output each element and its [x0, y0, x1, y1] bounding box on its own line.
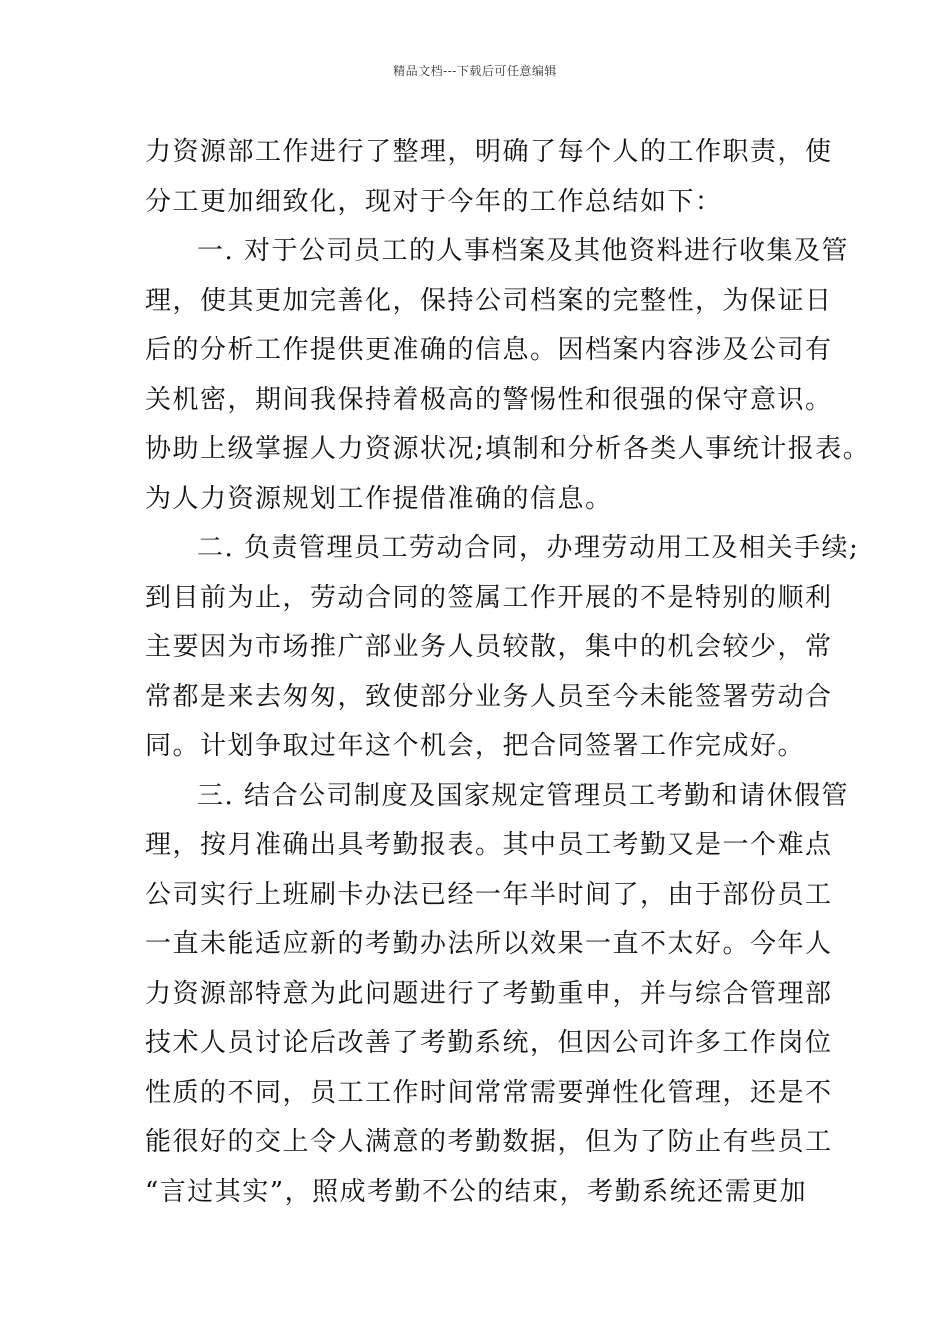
text-line: 力资源部特意为此问题进行了考勤重申，并与综合管理部 [145, 978, 833, 1009]
text-line: 为人力资源规划工作提借准确的信息。 [145, 483, 613, 514]
text-line: 力资源部工作进行了整理，明确了每个人的工作职责，使 [145, 137, 833, 167]
text-line: 理，按月准确出具考勤报表。其中员工考勤又是一个难点 [145, 830, 833, 860]
page-header: 精品文档---下载后可任意编辑 [393, 64, 557, 78]
text-line: 技术人员讨论后改善了考勤系统，但因公司许多工作岗位 [145, 1028, 833, 1058]
text-line: 后的分析工作提供更准确的信息。因档案内容涉及公司有 [145, 335, 833, 365]
text-line: 主要因为市场推广部业务人员较散，集中的机会较少，常 [145, 632, 833, 662]
text-line: 分工更加细致化，现对于今年的工作总结如下： [145, 186, 723, 217]
text-line: 性质的不同，员工工作时间常常需要弹性化管理，还是不 [145, 1077, 833, 1108]
text-line: 能很好的交上令人满意的考勤数据，但为了防止有些员工 [145, 1127, 833, 1157]
document-body [145, 128, 871, 1217]
text-line: “言过其实”，照成考勤不公的结束，考勤系统还需更加 [145, 1176, 808, 1207]
text-line: 三. 结合公司制度及国家规定管理员工考勤和请休假管 [197, 780, 850, 811]
text-line: 公司实行上班刷卡办法已经一年半时间了，由于部份员工 [145, 879, 833, 910]
text-line: 到目前为止，劳动合同的签属工作开展的不是特别的顺利 [145, 582, 833, 613]
text-line: 关机密，期间我保持着极高的警惕性和很强的保守意识。 [145, 384, 833, 415]
text-line: 常都是来去匆匆，致使部分业务人员至今未能签署劳动合 [145, 681, 833, 712]
text-line: 同。计划争取过年这个机会，把合同签署工作完成好。 [145, 731, 806, 761]
text-line: 二. 负责管理员工劳动合同，办理劳动用工及相关手续; [197, 533, 860, 563]
text-line: 一直未能适应新的考勤办法所以效果一直不太好。今年人 [145, 929, 833, 959]
text-line: 理，使其更加完善化，保持公司档案的完整性，为保证日 [145, 285, 833, 316]
text-line: 协助上级掌握人力资源状况;填制和分析各类人事统计报表。 [145, 434, 871, 464]
text-line: 一. 对于公司员工的人事档案及其他资料进行收集及管 [197, 236, 850, 266]
